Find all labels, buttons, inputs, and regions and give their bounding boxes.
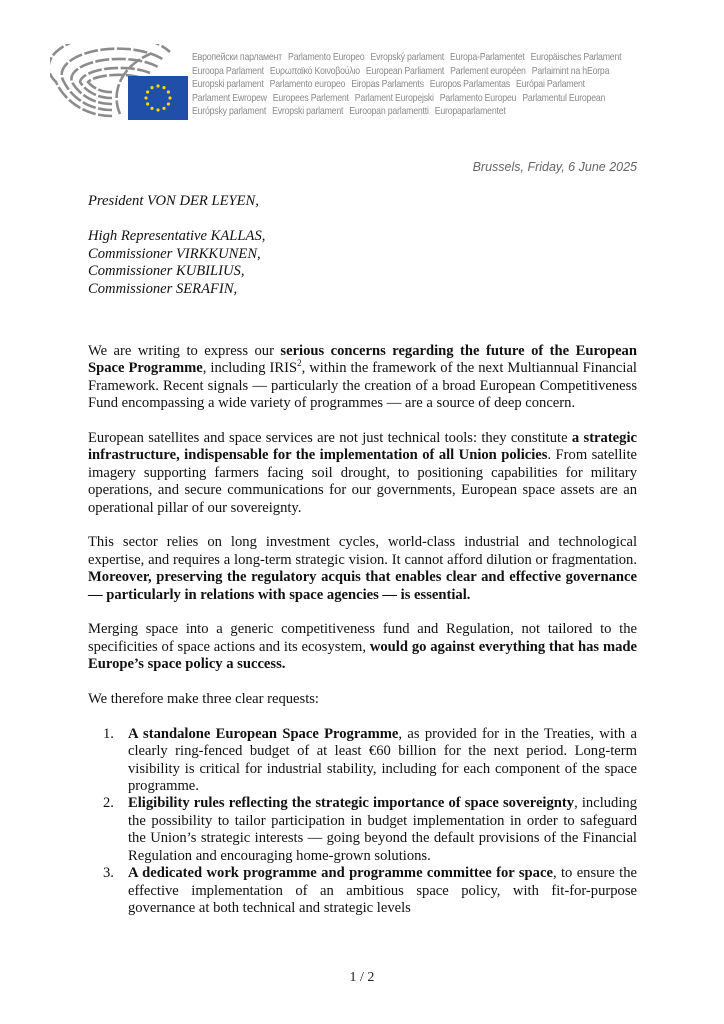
translation: Evropský parlament [370, 52, 445, 63]
translation: Europa-Parlamentet [450, 52, 525, 63]
emphasis: A standalone European Space Programme [128, 725, 399, 742]
list-number: 2. [103, 795, 114, 812]
translation: Europos Parlamentas [429, 79, 510, 91]
paragraph-requests-intro: We therefore make three clear requests: [88, 691, 319, 708]
emphasis: would go against everything that has made Europe’s space policy a success. [88, 638, 637, 673]
text: We are writing to express our [88, 343, 281, 359]
text: , including the possibility to tailor participation in budget implementation in order to safeguard the Union’s strategic interests — going beyond the default provisions of the Financial Regulation and encouraging home-grown solutions. [128, 795, 637, 864]
translation: Evropski parlament [272, 106, 344, 118]
letterhead [50, 44, 690, 124]
text: This sector relies on long investment cycles, world-class industrial and technological expertise, and requires a long-term strategic vision. It cannot afford dilution or fragmentation. [88, 534, 637, 568]
european-parliament-logo-icon [50, 44, 190, 124]
spacer [88, 211, 265, 229]
requests-list [88, 726, 637, 917]
translation: Ευρωπαϊκό Κοινοβούλιο [269, 65, 360, 77]
text: , within the framework of the next Multiannual Financial Framework. Recent signals — particularly the creation of a broad European Competitiveness Fund encompassing a wide variety of programmes — are a source of deep concern. [88, 360, 637, 412]
emphasis: A dedicated work programme and programme committee for space [128, 865, 553, 882]
addressee: Commissioner VIRKKUNEN, [88, 245, 261, 262]
translation-line [192, 78, 639, 92]
addressee: Commissioner SERAFIN, [88, 280, 238, 297]
translation-line [192, 51, 639, 65]
translation: Parlement européen [450, 65, 526, 77]
page-number: 1 / 2 [349, 970, 375, 985]
request-item [103, 795, 637, 865]
paragraph-merging-risk [88, 621, 637, 673]
text: European satellites and space services are not just technical tools: they constitute [88, 430, 572, 447]
translation: European Parliament [365, 65, 445, 77]
paragraph-concerns [88, 343, 637, 413]
translation: Euroopan parlamentti [349, 106, 429, 118]
translation: Parlament Europejski [354, 92, 434, 104]
paragraph-long-term-vision [88, 534, 637, 604]
text: Merging space into a generic competitiveness fund and Regulation, not tailored to the specificities of space actions and its ecosystem, [88, 621, 637, 655]
addressee: High Representative KALLAS, [88, 228, 266, 244]
text: , to ensure the effective implementation of an ambitious space policy, with fit-for-purpose governance at both technical and strategic levels [128, 865, 637, 916]
translation: Europaparlamentet [434, 106, 506, 118]
addressee-president: President VON DER LEYEN, [88, 193, 259, 209]
paragraph-strategic-infrastructure [88, 430, 637, 517]
translation: Európai Parlament [515, 79, 585, 91]
list-number: 1. [103, 725, 114, 742]
emphasis: Moreover, preserving the regulatory acquis that enables clear and effective governance — particularly in relations with space agencies — is essential. [88, 569, 637, 603]
emphasis: Eligibility rules reflecting the strategic importance of space sovereignty [128, 795, 575, 812]
translation: Parlamentul European [522, 92, 606, 104]
text: , as provided for in the Treaties, with a clearly ring-fenced budget of at least €60 billion for the next period. Long-term visibility is critical for industrial stability, including for each component of the space programme. [128, 725, 638, 795]
parliament-name-translations [192, 51, 639, 119]
translation: Euroopa Parlament [192, 65, 264, 77]
translation-line [192, 92, 639, 106]
translation: Parlamento europeo [269, 79, 346, 91]
translation: Europees Parlement [272, 92, 349, 104]
translation: Eiropas Parlaments [351, 79, 424, 91]
superscript: 2 [297, 358, 302, 369]
addressees [88, 193, 265, 298]
translation: Parlamento Europeu [439, 92, 517, 104]
request-item [103, 725, 638, 796]
translation: Europäisches Parlament [530, 52, 622, 63]
translation-line [192, 105, 639, 119]
emphasis: a strategic infrastructure, indispensable for the implementation of all Union policies [88, 430, 637, 464]
translation: Parlament Ewropew [192, 92, 267, 104]
translation: Európsky parlament [192, 106, 267, 118]
list-number: 3. [103, 865, 114, 882]
translation: Европейски парламент [192, 52, 282, 63]
translation: Parlaimint na hEorpa [531, 65, 610, 77]
addressee: Commissioner KUBILIUS, [88, 263, 245, 279]
letter-date: Brussels, Friday, 6 June 2025 [472, 160, 637, 174]
text: . From satellite imagery supporting farmers facing soil drought, to positioning capabilities for military operations, and secure communications for our governments, European space assets are an operational pillar of our sovereignty. [88, 447, 637, 516]
text: , including IRIS [202, 360, 298, 377]
letter-body [88, 343, 637, 917]
translation: Parlamento Europeo [287, 52, 365, 63]
translation-line [192, 65, 639, 79]
request-item [103, 865, 637, 917]
translation: Europski parlament [192, 79, 264, 91]
emphasis: serious concerns regarding the future of the European Space Programme [88, 343, 637, 377]
